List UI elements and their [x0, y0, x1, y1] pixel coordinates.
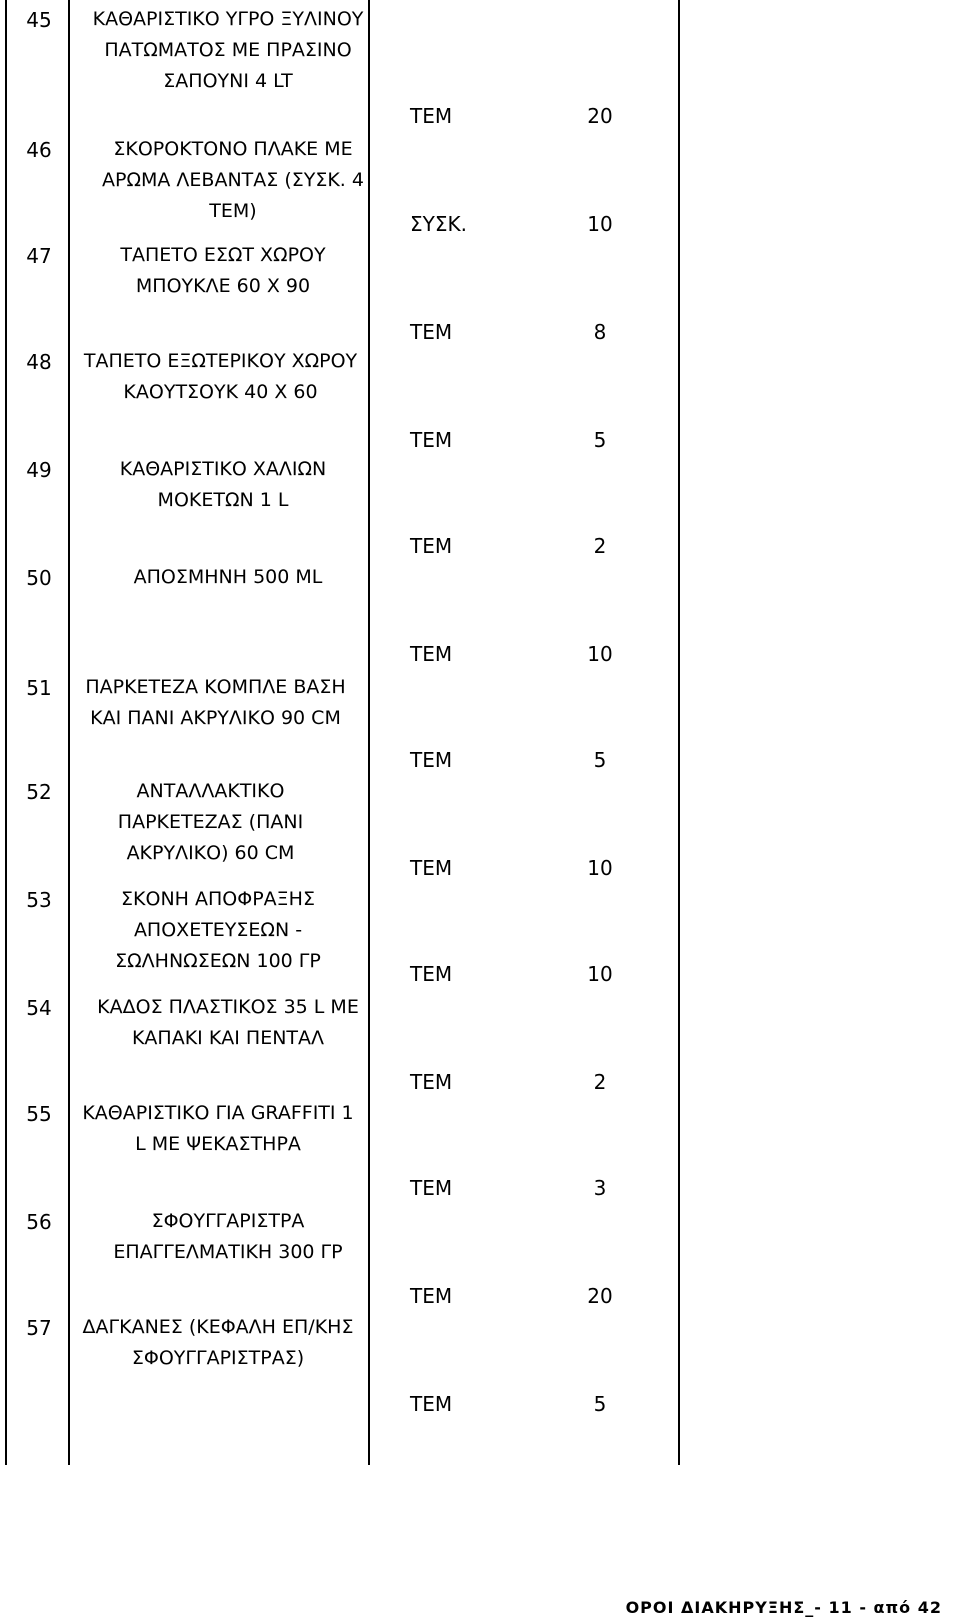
row-number: 53 — [26, 888, 52, 912]
row-number: 55 — [26, 1102, 52, 1126]
item-description: ΚΑΘΑΡΙΣΤΙΚΟ ΥΓΡΟ ΞΥΛΙΝΟΥ ΠΑΤΩΜΑΤΟΣ ΜΕ ΠΡΑΣΙΝΟ ΣΑΠΟΥΝΙ 4 LT — [92, 8, 364, 92]
unit-of-measure: ΤΕΜ — [410, 428, 453, 452]
quantity: 10 — [587, 962, 613, 986]
table-border-left — [5, 0, 7, 1465]
row-number: 57 — [26, 1316, 52, 1340]
item-description: ΚΑΘΑΡΙΣΤΙΚΟ ΓΙΑ GRAFFITI 1 L ΜΕ ΨΕΚΑΣΤΗΡΑ — [82, 1102, 354, 1155]
unit-of-measure: ΤΕΜ — [410, 534, 453, 558]
item-description: ΠΑΡΚΕΤΕΖΑ ΚΟΜΠΛΕ ΒΑΣΗ ΚΑΙ ΠΑΝΙ ΑΚΡΥΛΙΚΟ 90 CM — [85, 676, 346, 729]
item-description: ΚΑΘΑΡΙΣΤΙΚΟ ΧΑΛΙΩΝ ΜΟΚΕΤΩΝ 1 L — [119, 458, 327, 511]
quantity: 10 — [587, 856, 613, 880]
table-border-right — [678, 0, 680, 1465]
quantity: 10 — [587, 642, 613, 666]
item-description: ΑΝΤΑΛΛΑΚΤΙΚΟ ΠΑΡΚΕΤΕΖΑΣ (ΠΑΝΙ ΑΚΡΥΛΙΚΟ) 60 CM — [117, 780, 304, 864]
item-description: ΣΚΟΝΗ ΑΠΟΦΡΑΞΗΣ ΑΠΟΧΕΤΕΥΣΕΩΝ - ΣΩΛΗΝΩΣΕΩΝ 100 ΓΡ — [115, 888, 321, 972]
item-description: ΣΦΟΥΓΓΑΡΙΣΤΡΑ ΕΠΑΓΓΕΛΜΑΤΙΚΗ 300 ΓΡ — [113, 1210, 343, 1263]
row-number: 52 — [26, 780, 52, 804]
unit-of-measure: ΣΥΣΚ. — [410, 212, 467, 236]
unit-of-measure: ΤΕΜ — [410, 1284, 453, 1308]
quantity: 2 — [593, 534, 607, 558]
item-description: ΤΑΠΕΤΟ ΕΞΩΤΕΡΙΚΟΥ ΧΩΡΟΥ ΚΑΟΥΤΣΟΥΚ 40 Χ 60 — [83, 350, 358, 403]
unit-of-measure: ΤΕΜ — [410, 856, 453, 880]
row-number: 54 — [26, 996, 52, 1020]
row-number: 56 — [26, 1210, 52, 1234]
quantity: 20 — [587, 1284, 613, 1308]
item-description: ΤΑΠΕΤΟ ΕΣΩΤ ΧΩΡΟΥ ΜΠΟΥΚΛΕ 60 Χ 90 — [120, 244, 326, 297]
row-number: 50 — [26, 566, 52, 590]
quantity: 2 — [593, 1070, 607, 1094]
item-description: ΑΠΟΣΜΗΝΗ 500 ML — [133, 566, 323, 588]
item-description: ΚΑΔΟΣ ΠΛΑΣΤΙΚΟΣ 35 L ΜΕ ΚΑΠΑΚΙ ΚΑΙ ΠΕΝΤΑΛ — [97, 996, 359, 1049]
row-number: 51 — [26, 676, 52, 700]
unit-of-measure: ΤΕΜ — [410, 642, 453, 666]
unit-of-measure: ΤΕΜ — [410, 1392, 453, 1416]
unit-of-measure: ΤΕΜ — [410, 748, 453, 772]
item-description: ΔΑΓΚΑΝΕΣ (ΚΕΦΑΛΗ ΕΠ/ΚΗΣ ΣΦΟΥΓΓΑΡΙΣΤΡΑΣ) — [82, 1316, 354, 1369]
quantity: 8 — [593, 320, 607, 344]
unit-of-measure: ΤΕΜ — [410, 962, 453, 986]
item-description: ΣΚΟΡΟΚΤΟΝΟ ΠΛΑΚΕ ΜΕ ΑΡΩΜΑ ΛΕΒΑΝΤΑΣ (ΣΥΣΚ. 4 ΤΕΜ) — [102, 138, 364, 222]
unit-of-measure: ΤΕΜ — [410, 1070, 453, 1094]
quantity: 5 — [593, 428, 607, 452]
row-number: 49 — [26, 458, 52, 482]
quantity: 10 — [587, 212, 613, 236]
page-footer: ΟΡΟΙ ΔΙΑΚΗΡΥΞΗΣ_- 11 - από 42 — [625, 1598, 942, 1617]
unit-of-measure: ΤΕΜ — [410, 1176, 453, 1200]
row-number: 45 — [26, 8, 52, 32]
unit-of-measure: ΤΕΜ — [410, 320, 453, 344]
row-number: 47 — [26, 244, 52, 268]
row-number: 48 — [26, 350, 52, 374]
quantity: 3 — [593, 1176, 607, 1200]
row-number: 46 — [26, 138, 52, 162]
quantity: 20 — [587, 104, 613, 128]
unit-of-measure: ΤΕΜ — [410, 104, 453, 128]
quantity: 5 — [593, 748, 607, 772]
quantity: 5 — [593, 1392, 607, 1416]
table-border-number-column — [68, 0, 70, 1465]
